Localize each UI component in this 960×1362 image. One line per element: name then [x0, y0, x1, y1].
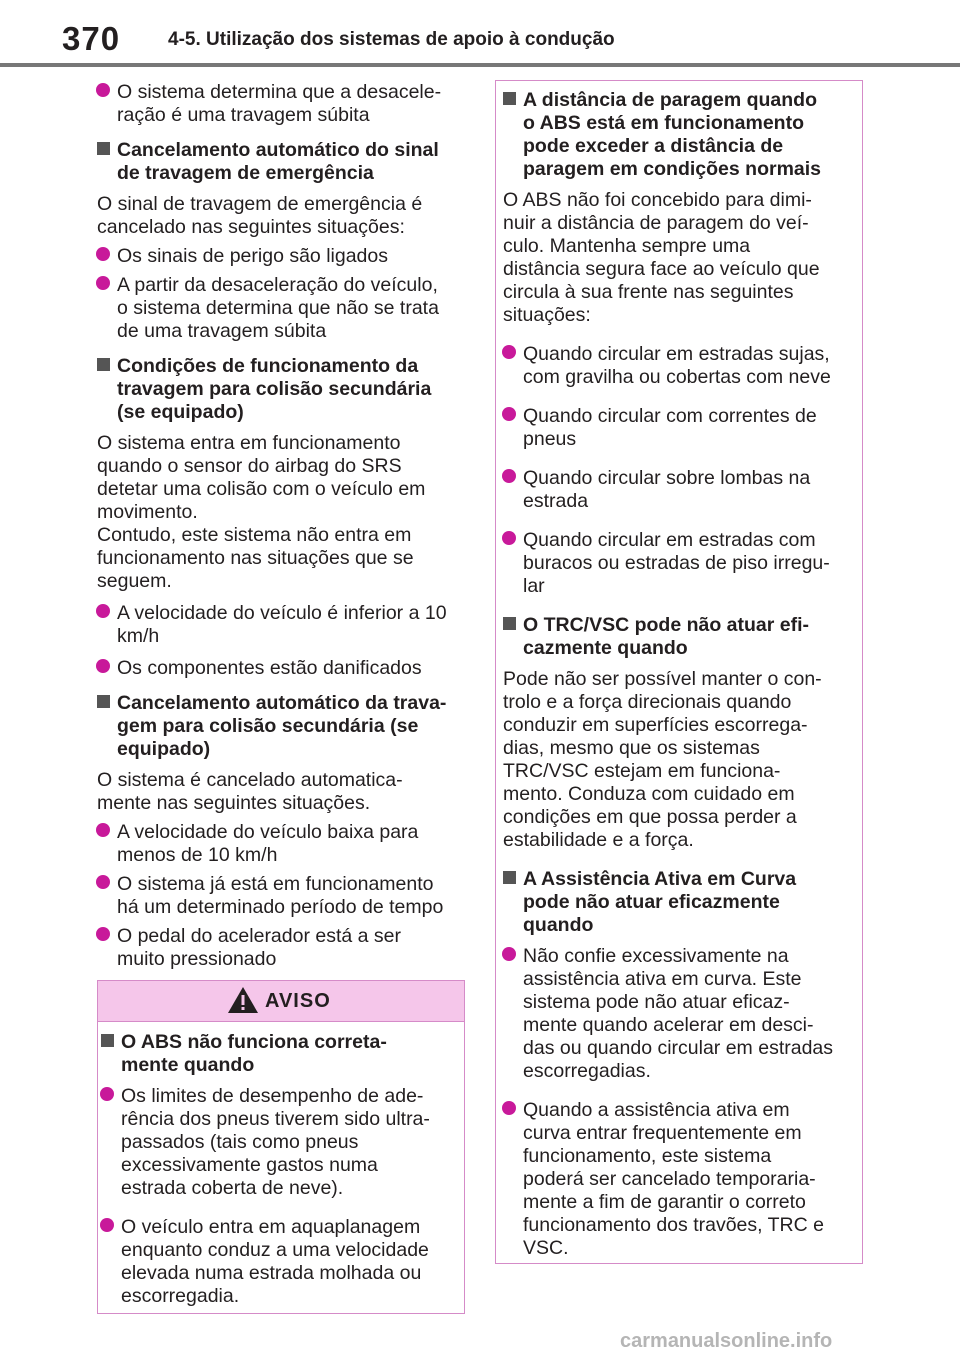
line: culo. Mantenha sempre uma — [503, 235, 751, 257]
line: mente quando acelerar em desci- — [523, 1014, 814, 1036]
bullet-item — [503, 1099, 855, 1260]
line: estrada coberta de neve). — [121, 1177, 344, 1199]
line: lar — [523, 575, 545, 597]
line: detetar uma colisão com o veículo em — [97, 478, 426, 500]
line: de uma travagem súbita — [117, 320, 327, 342]
subheading — [503, 614, 855, 660]
subheading — [503, 89, 855, 181]
bullet-item — [97, 873, 467, 919]
line: funcionamento nas situações que se — [97, 547, 414, 569]
line: O veículo entra em aquaplanagem — [121, 1216, 421, 1238]
line: Os sinais de perigo são ligados — [117, 245, 388, 267]
line: VSC. — [523, 1237, 569, 1259]
line: menos de 10 km/h — [117, 844, 278, 866]
line: travagem para colisão secundária — [117, 378, 432, 400]
line: Quando a assistência ativa em — [523, 1099, 790, 1121]
line: mente nas seguintes situações. — [97, 792, 371, 814]
line: circula à sua frente nas seguintes — [503, 281, 794, 303]
line: enquanto conduz a uma velocidade — [121, 1239, 429, 1261]
line: curva entrar frequentemente em — [523, 1122, 802, 1144]
line: O ABS não foi concebido para dimi- — [503, 189, 812, 211]
line: estrada — [523, 490, 589, 512]
info-box — [495, 80, 863, 1264]
paragraph — [503, 668, 855, 852]
line: condições em que possa perder a — [503, 806, 797, 828]
bullet-icon — [96, 276, 110, 290]
square-bullet-icon — [503, 617, 516, 630]
bullet-item — [503, 945, 855, 1083]
line: pode exceder a distância de — [523, 135, 784, 157]
bullet-item — [97, 602, 467, 648]
line: poderá ser cancelado temporaria- — [523, 1168, 816, 1190]
bullet-item — [97, 925, 467, 971]
bullet-icon — [96, 875, 110, 889]
line: buracos ou estradas de piso irregu- — [523, 552, 830, 574]
line: Os componentes estão danificados — [117, 657, 422, 679]
subheading — [101, 1031, 451, 1077]
bullet-item — [101, 1085, 451, 1200]
bullet-icon — [502, 407, 516, 421]
line: de travagem de emergência — [117, 162, 374, 184]
bullet-icon — [96, 659, 110, 673]
line: trolo e a força direcionais quando — [503, 691, 792, 713]
section-title: 4-5. Utilização dos sistemas de apoio à condução — [168, 29, 615, 50]
line: o sistema determina que não se trata — [117, 297, 439, 319]
line: paragem em condições normais — [523, 158, 822, 180]
line: O sistema é cancelado automatica- — [97, 769, 403, 791]
line: O TRC/VSC pode não atuar efi- — [523, 614, 810, 636]
line: Os limites de desempenho de ade- — [121, 1085, 424, 1107]
line: situações: — [503, 304, 591, 326]
line: Não confie excessivamente na — [523, 945, 789, 967]
line: Contudo, este sistema não entra em — [97, 524, 412, 546]
line: distância segura face ao veículo que — [503, 258, 820, 280]
bullet-icon — [96, 927, 110, 941]
line: A partir da desaceleração do veículo, — [117, 274, 438, 296]
line: mente a fim de garantir o correto — [523, 1191, 806, 1213]
bullet-item — [97, 657, 467, 680]
header-rule — [0, 63, 960, 67]
line: elevada numa estrada molhada ou — [121, 1262, 422, 1284]
line: estabilidade e a força. — [503, 829, 694, 851]
bullet-item — [503, 343, 855, 389]
line: escorregadias. — [523, 1060, 651, 1082]
square-bullet-icon — [503, 871, 516, 884]
square-bullet-icon — [97, 695, 110, 708]
paragraph — [97, 769, 467, 815]
line: funcionamento, este sistema — [523, 1145, 772, 1167]
subheading — [97, 692, 467, 761]
line: Quando circular sobre lombas na — [523, 467, 811, 489]
bullet-icon — [96, 83, 110, 97]
square-bullet-icon — [101, 1034, 114, 1047]
line: Pode não ser possível manter o con- — [503, 668, 822, 690]
line: O pedal do acelerador está a ser — [117, 925, 402, 947]
line: A velocidade do veículo é inferior a 10 — [117, 602, 447, 624]
line: cazmente quando — [523, 637, 688, 659]
square-bullet-icon — [97, 358, 110, 371]
line: pode não atuar eficazmente — [523, 891, 780, 913]
paragraph — [97, 193, 467, 239]
line: Condições de funcionamento da — [117, 355, 419, 377]
line: assistência ativa em curva. Este — [523, 968, 802, 990]
line: seguem. — [97, 570, 172, 592]
warning-header — [98, 981, 464, 1022]
bullet-item — [97, 245, 467, 268]
line: Quando circular em estradas sujas, — [523, 343, 830, 365]
line: ração é uma travagem súbita — [117, 104, 370, 126]
line: km/h — [117, 625, 160, 647]
watermark: carmanualsonline.info — [620, 1330, 833, 1352]
line: há um determinado período de tempo — [117, 896, 444, 918]
line: gem para colisão secundária (se — [117, 715, 419, 737]
bullet-icon — [100, 1087, 114, 1101]
line: rência dos pneus tiverem sido ultra- — [121, 1108, 430, 1130]
line: Quando circular com correntes de — [523, 405, 817, 427]
line: A Assistência Ativa em Curva — [523, 868, 797, 890]
page-header — [0, 0, 960, 70]
line: com gravilha ou cobertas com neve — [523, 366, 831, 388]
line: A distância de paragem quando — [523, 89, 818, 111]
warning-content — [101, 1031, 451, 1308]
bullet-icon — [96, 823, 110, 837]
warning-label: AVISO — [265, 990, 331, 1012]
left-column — [97, 81, 467, 971]
line: O ABS não funciona correta- — [121, 1031, 387, 1053]
bullet-icon — [502, 469, 516, 483]
line: muito pressionado — [117, 948, 277, 970]
bullet-icon — [96, 247, 110, 261]
line: movimento. — [97, 501, 198, 523]
line: O sistema determina que a desacele- — [117, 81, 442, 103]
line: nuir a distância de paragem do veí- — [503, 212, 809, 234]
subheading — [97, 355, 467, 424]
paragraph — [503, 189, 855, 327]
line: equipado) — [117, 738, 211, 760]
line: O sistema já está em funcionamento — [117, 873, 434, 895]
bullet-icon — [502, 947, 516, 961]
line: O sinal de travagem de emergência é — [97, 193, 423, 215]
line: conduzir em superfícies escorrega- — [503, 714, 808, 736]
line: funcionamento dos travões, TRC e — [523, 1214, 824, 1236]
line: sistema pode não atuar eficaz- — [523, 991, 790, 1013]
line: A velocidade do veículo baixa para — [117, 821, 419, 843]
bullet-icon — [96, 604, 110, 618]
bullet-icon — [502, 531, 516, 545]
line: quando o sensor do airbag do SRS — [97, 455, 402, 477]
page-number: 370 — [62, 20, 121, 57]
subheading — [97, 139, 467, 185]
line: das ou quando circular em estradas — [523, 1037, 834, 1059]
line: TRC/VSC estejam em funciona- — [503, 760, 781, 782]
line: o ABS está em funcionamento — [523, 112, 804, 134]
line: mente quando — [121, 1054, 255, 1076]
bullet-item — [101, 1216, 451, 1308]
bullet-item — [503, 467, 855, 513]
line: Cancelamento automático do sinal — [117, 139, 439, 161]
bullet-item — [97, 81, 467, 127]
bullet-item — [97, 274, 467, 343]
line: O sistema entra em funcionamento — [97, 432, 401, 454]
line: Quando circular em estradas com — [523, 529, 816, 551]
line: passados (tais como pneus — [121, 1131, 359, 1153]
warning-box — [97, 980, 465, 1314]
line: quando — [523, 914, 594, 936]
line: (se equipado) — [117, 401, 244, 423]
square-bullet-icon — [97, 142, 110, 155]
paragraph — [97, 432, 467, 593]
line: dias, mesmo que os sistemas — [503, 737, 760, 759]
warning-triangle-icon — [226, 985, 260, 1015]
right-column — [503, 89, 855, 1260]
subheading — [503, 868, 855, 937]
line: cancelado nas seguintes situações: — [97, 216, 405, 238]
line: mento. Conduza com cuidado em — [503, 783, 795, 805]
bullet-item — [503, 405, 855, 451]
line: escorregadia. — [121, 1285, 240, 1307]
line: pneus — [523, 428, 577, 450]
line: excessivamente gastos numa — [121, 1154, 378, 1176]
bullet-icon — [100, 1218, 114, 1232]
bullet-icon — [502, 1101, 516, 1115]
square-bullet-icon — [503, 92, 516, 105]
bullet-item — [503, 529, 855, 598]
bullet-item — [97, 821, 467, 867]
line: Cancelamento automático da trava- — [117, 692, 447, 714]
bullet-icon — [502, 345, 516, 359]
